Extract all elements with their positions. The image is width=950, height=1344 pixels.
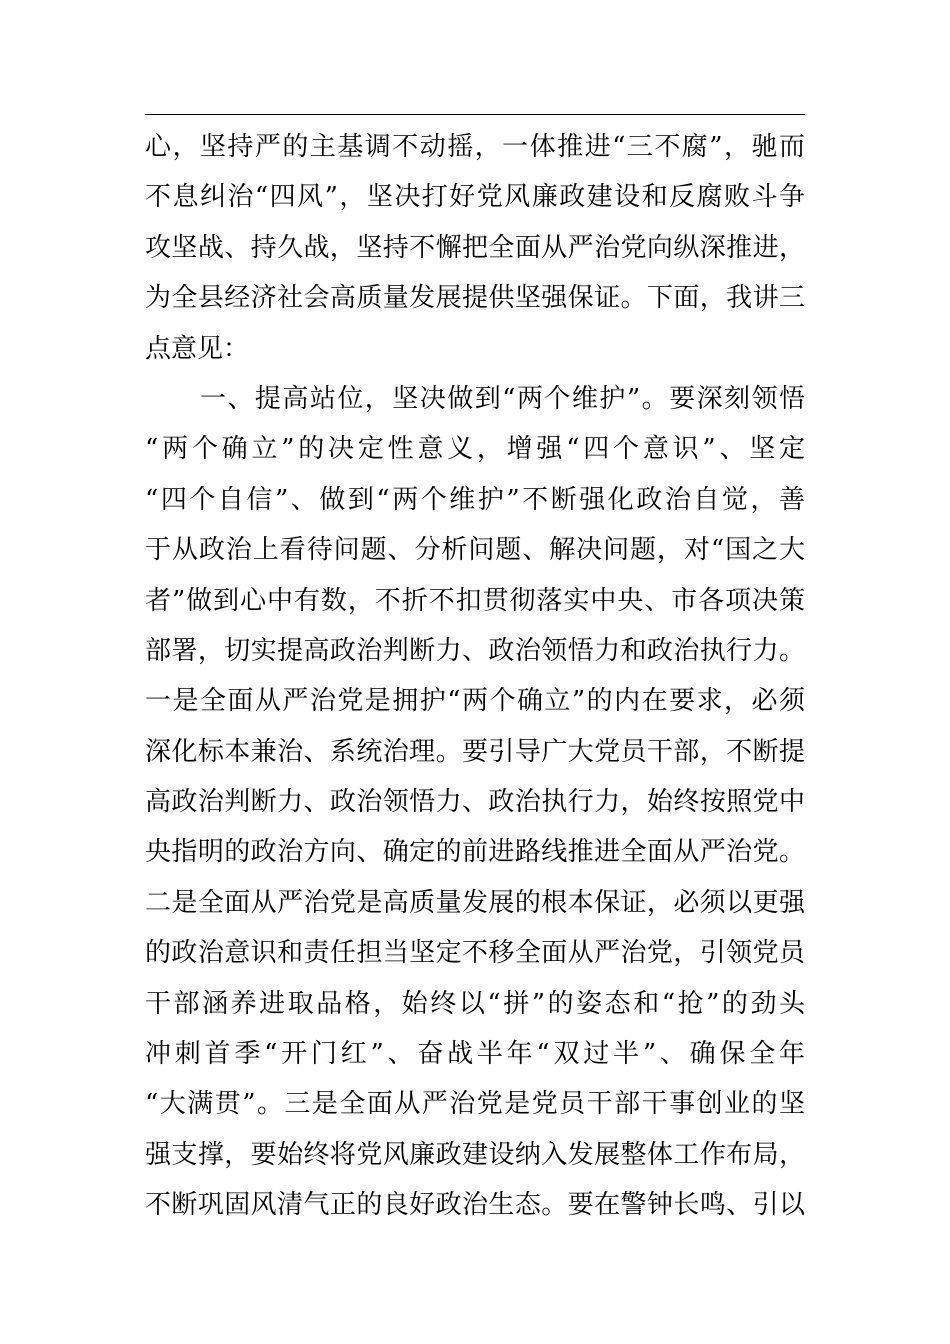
- text-line: 者”做到心中有数，不折不扣贯彻落实中央、市各项决策: [145, 585, 805, 616]
- text-line: 冲刺首季“开门红”、奋战半年“双过半”、确保全年: [145, 1039, 805, 1070]
- text-line: 点意见：: [145, 333, 250, 364]
- text-line: 二是全面从严治党是高质量发展的根本保证，必须以更强: [145, 887, 805, 918]
- body-text: [145, 122, 805, 1231]
- section-heading-line: 一、提高站位，坚决做到“两个维护”。要深刻领悟: [145, 383, 805, 414]
- text-line: 于从政治上看待问题、分析问题、解决问题，对“国之大: [145, 535, 805, 566]
- text-line: 心，坚持严的主基调不动摇，一体推进“三不腐”，驰而: [145, 132, 805, 162]
- text-line: 干部涵养进取品格，始终以“拼”的姿态和“抢”的劲头: [145, 988, 805, 1019]
- text-line: 部署，切实提高政治判断力、政治领悟力和政治执行力。: [145, 635, 805, 666]
- text-line: “两个确立”的决定性意义，增强“四个意识”、坚定: [145, 434, 805, 465]
- text-line: 为全县经济社会高质量发展提供坚强保证。下面，我讲三: [145, 283, 805, 314]
- text-line: 的政治意识和责任担当坚定不移全面从严治党，引领党员: [145, 938, 805, 969]
- text-line: “四个自信”、做到“两个维护”不断强化政治自觉，善: [145, 484, 805, 515]
- text-line: 央指明的政治方向、确定的前进路线推进全面从严治党。: [145, 837, 805, 868]
- text-line: 一是全面从严治党是拥护“两个确立”的内在要求，必须: [145, 686, 805, 717]
- text-line: 不断巩固风清气正的良好政治生态。要在警钟长鸣、引以: [145, 1190, 805, 1221]
- text-line: 深化标本兼治、系统治理。要引导广大党员干部，不断提: [145, 736, 805, 767]
- text-line: 攻坚战、持久战，坚持不懈把全面从严治党向纵深推进，: [145, 232, 805, 263]
- text-line: 强支撑，要始终将党风廉政建设纳入发展整体工作布局，: [145, 1139, 805, 1170]
- text-line: 高政治判断力、政治领悟力、政治执行力，始终按照党中: [145, 787, 805, 818]
- header-rule: [145, 114, 805, 115]
- text-line: “大满贯”。三是全面从严治党是党员干部干事创业的坚: [145, 1089, 805, 1120]
- text-line: 不息纠治“四风”，坚决打好党风廉政建设和反腐败斗争: [145, 182, 805, 213]
